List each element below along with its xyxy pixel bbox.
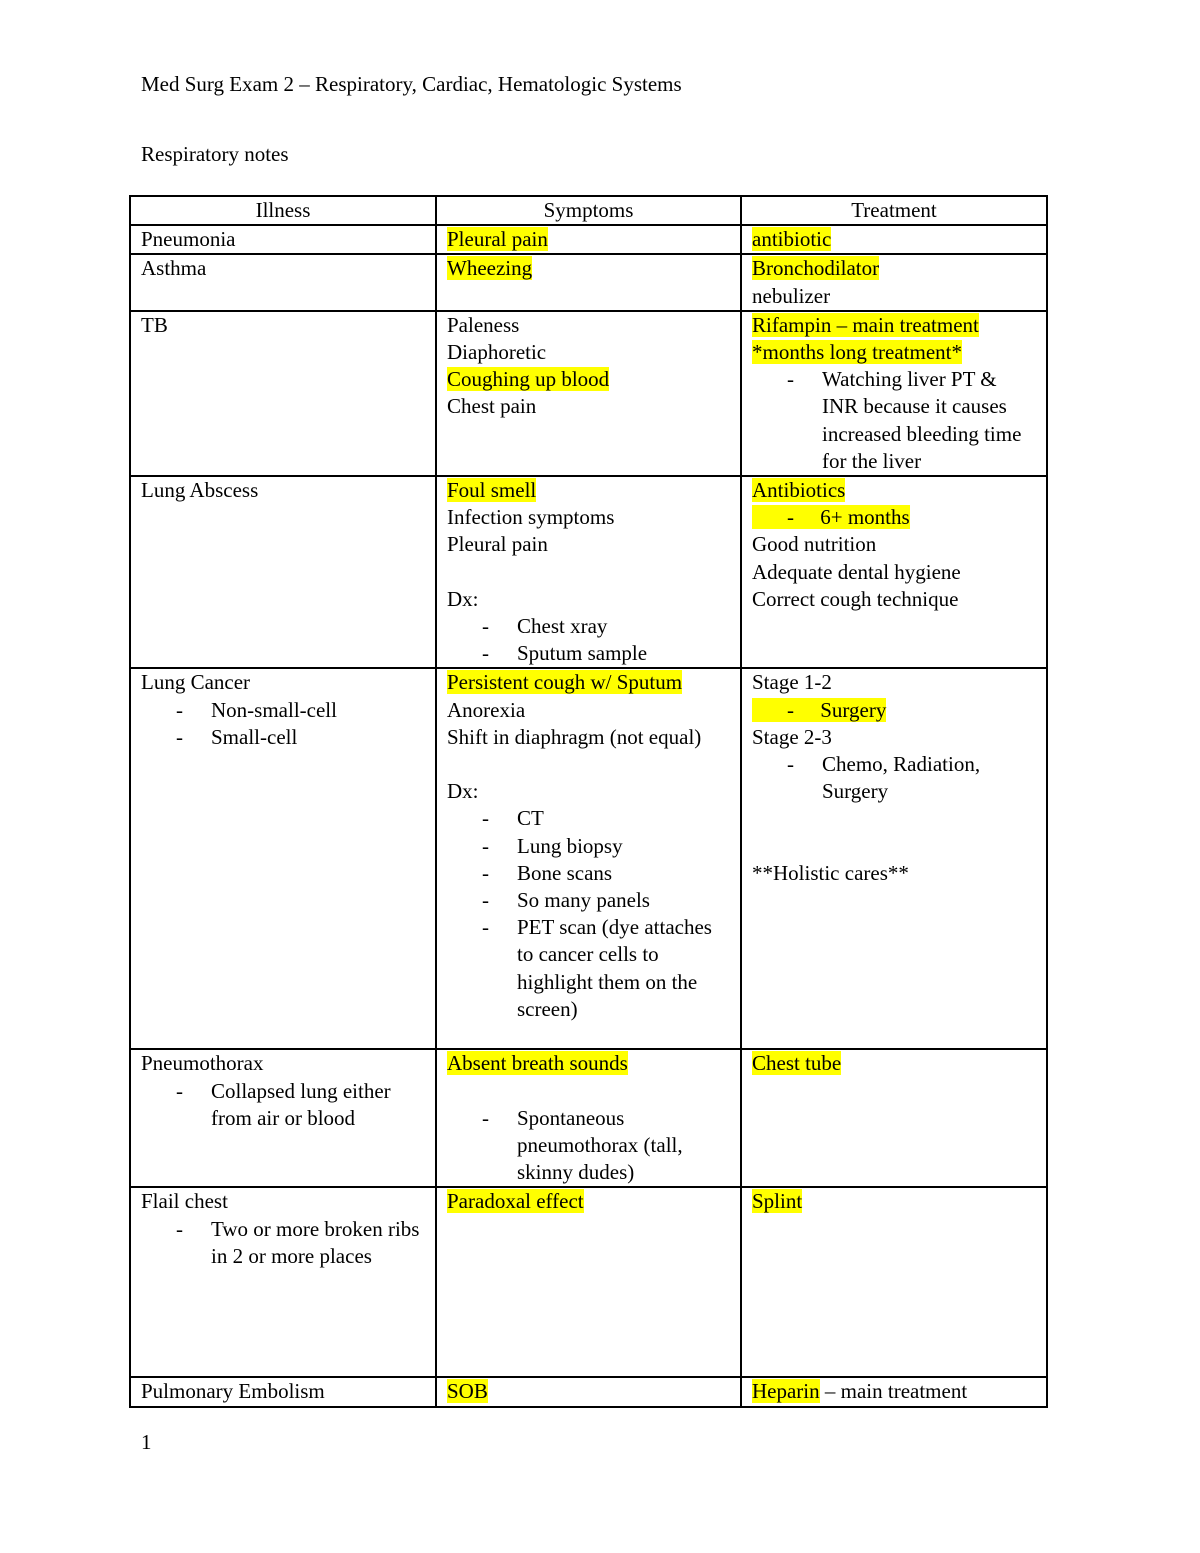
treatment-note: **Holistic cares**	[752, 860, 909, 885]
treatment-line: – main treatment	[819, 1379, 968, 1404]
illness-cell	[130, 225, 436, 254]
symptom-highlight: Wheezing	[447, 256, 533, 281]
section-title: Respiratory notes	[141, 142, 289, 166]
document-title: Med Surg Exam 2 – Respiratory, Cardiac, Hematologic Systems	[141, 72, 682, 96]
symptom-line: Paleness	[447, 312, 520, 337]
table-row	[130, 476, 1047, 668]
symptoms-cell	[436, 311, 741, 476]
illness-cell	[130, 1377, 436, 1406]
illness-cell	[130, 476, 436, 668]
illness-sub-item: - Collapsed lung either from air or blood	[176, 1078, 391, 1130]
illness-sub-item: - Two or more broken ribs in 2 or more places	[176, 1216, 420, 1268]
treatment-sub-item: - Chemo, Radiation, Surgery	[787, 752, 981, 804]
treatment-highlight: *months long treatment*	[752, 340, 962, 365]
header-illness: Illness	[130, 196, 436, 225]
treatment-highlight: Splint	[752, 1189, 803, 1214]
symptom-highlight: Persistent cough w/ Sputum	[447, 670, 683, 695]
symptom-line: Diaphoretic	[447, 340, 547, 365]
dx-item: - Lung biopsy	[482, 833, 623, 858]
symptoms-cell	[436, 254, 741, 310]
symptom-sub-item: - Spontaneous pneumothorax (tall, skinny dudes)	[482, 1105, 683, 1185]
table-row	[130, 668, 1047, 1049]
treatment-stage: Stage 1-2	[752, 670, 832, 695]
treatment-line: Good nutrition	[752, 532, 877, 557]
dx-item: - PET scan (dye attaches to cancer cells to highlight them on the screen)	[482, 915, 712, 1021]
treatment-cell	[741, 254, 1047, 310]
illness-name: Pneumothorax	[141, 1051, 264, 1076]
treatment-cell	[741, 1377, 1047, 1406]
symptom-highlight: Absent breath sounds	[447, 1051, 628, 1076]
symptom-line: Anorexia	[447, 697, 526, 722]
treatment-sub-item: - Watching liver PT & INR because it causes increased bleeding time for the liver	[787, 367, 1022, 473]
symptoms-cell	[436, 476, 741, 668]
symptom-highlight: Foul smell	[447, 478, 537, 503]
page-number: 1	[141, 1430, 152, 1454]
dx-label: Dx:	[447, 586, 479, 611]
treatment-highlight: Rifampin – main treatment	[752, 312, 979, 337]
respiratory-notes-table	[129, 195, 1048, 1408]
table-row	[130, 254, 1047, 310]
illness-name: TB	[141, 312, 168, 337]
header-treatment: Treatment	[741, 196, 1047, 225]
treatment-line: Correct cough technique	[752, 586, 959, 611]
treatment-cell	[741, 1187, 1047, 1377]
illness-cell	[130, 1049, 436, 1187]
treatment-cell	[741, 225, 1047, 254]
table-row	[130, 311, 1047, 476]
dx-item: - Sputum sample	[482, 641, 648, 666]
header-symptoms: Symptoms	[436, 196, 741, 225]
symptom-line: Infection symptoms	[447, 505, 615, 530]
dx-item: - Chest xray	[482, 614, 608, 639]
treatment-stage: Stage 2-3	[752, 724, 832, 749]
illness-name: Asthma	[141, 256, 207, 281]
treatment-cell	[741, 476, 1047, 668]
treatment-line: Adequate dental hygiene	[752, 559, 961, 584]
dx-item: - CT	[482, 806, 544, 831]
symptom-line: Shift in diaphragm (not equal)	[447, 724, 702, 749]
dx-item: - Bone scans	[482, 860, 613, 885]
illness-name: Pulmonary Embolism	[141, 1379, 325, 1404]
symptoms-cell	[436, 1187, 741, 1377]
treatment-highlight: Chest tube	[752, 1051, 842, 1076]
treatment-line: nebulizer	[752, 283, 831, 308]
illness-sub-item: - Non-small-cell	[176, 697, 337, 722]
treatment-highlight: Bronchodilator	[752, 256, 880, 281]
illness-cell	[130, 254, 436, 310]
illness-name: Flail chest	[141, 1189, 228, 1214]
treatment-highlight: - 6+ months	[752, 505, 910, 529]
illness-cell	[130, 311, 436, 476]
table-row	[130, 1049, 1047, 1187]
symptoms-cell	[436, 668, 741, 1049]
symptoms-cell	[436, 1049, 741, 1187]
dx-item: - So many panels	[482, 888, 650, 913]
illness-cell	[130, 668, 436, 1049]
treatment-highlight: - Surgery	[752, 698, 886, 722]
table-header-row	[130, 196, 1047, 225]
treatment-cell	[741, 668, 1047, 1049]
dx-label: Dx:	[447, 779, 479, 804]
illness-name: Lung Cancer	[141, 670, 251, 695]
table-row	[130, 1187, 1047, 1377]
illness-name: Pneumonia	[141, 227, 236, 252]
table-row	[130, 225, 1047, 254]
treatment-highlight: Antibiotics	[752, 478, 846, 503]
symptom-highlight: Pleural pain	[447, 227, 548, 252]
illness-name: Lung Abscess	[141, 478, 259, 503]
symptoms-cell	[436, 225, 741, 254]
treatment-cell	[741, 1049, 1047, 1187]
treatment-cell	[741, 311, 1047, 476]
table-row	[130, 1377, 1047, 1406]
symptom-line: Chest pain	[447, 394, 537, 419]
symptom-highlight: SOB	[447, 1379, 488, 1404]
symptom-highlight: Coughing up blood	[447, 367, 610, 392]
illness-sub-item: - Small-cell	[176, 724, 298, 749]
symptom-highlight: Paradoxal effect	[447, 1189, 584, 1214]
treatment-highlight: antibiotic	[752, 227, 832, 252]
treatment-highlight: Heparin	[752, 1379, 820, 1404]
symptom-line: Pleural pain	[447, 532, 548, 557]
illness-cell	[130, 1187, 436, 1377]
symptoms-cell	[436, 1377, 741, 1406]
